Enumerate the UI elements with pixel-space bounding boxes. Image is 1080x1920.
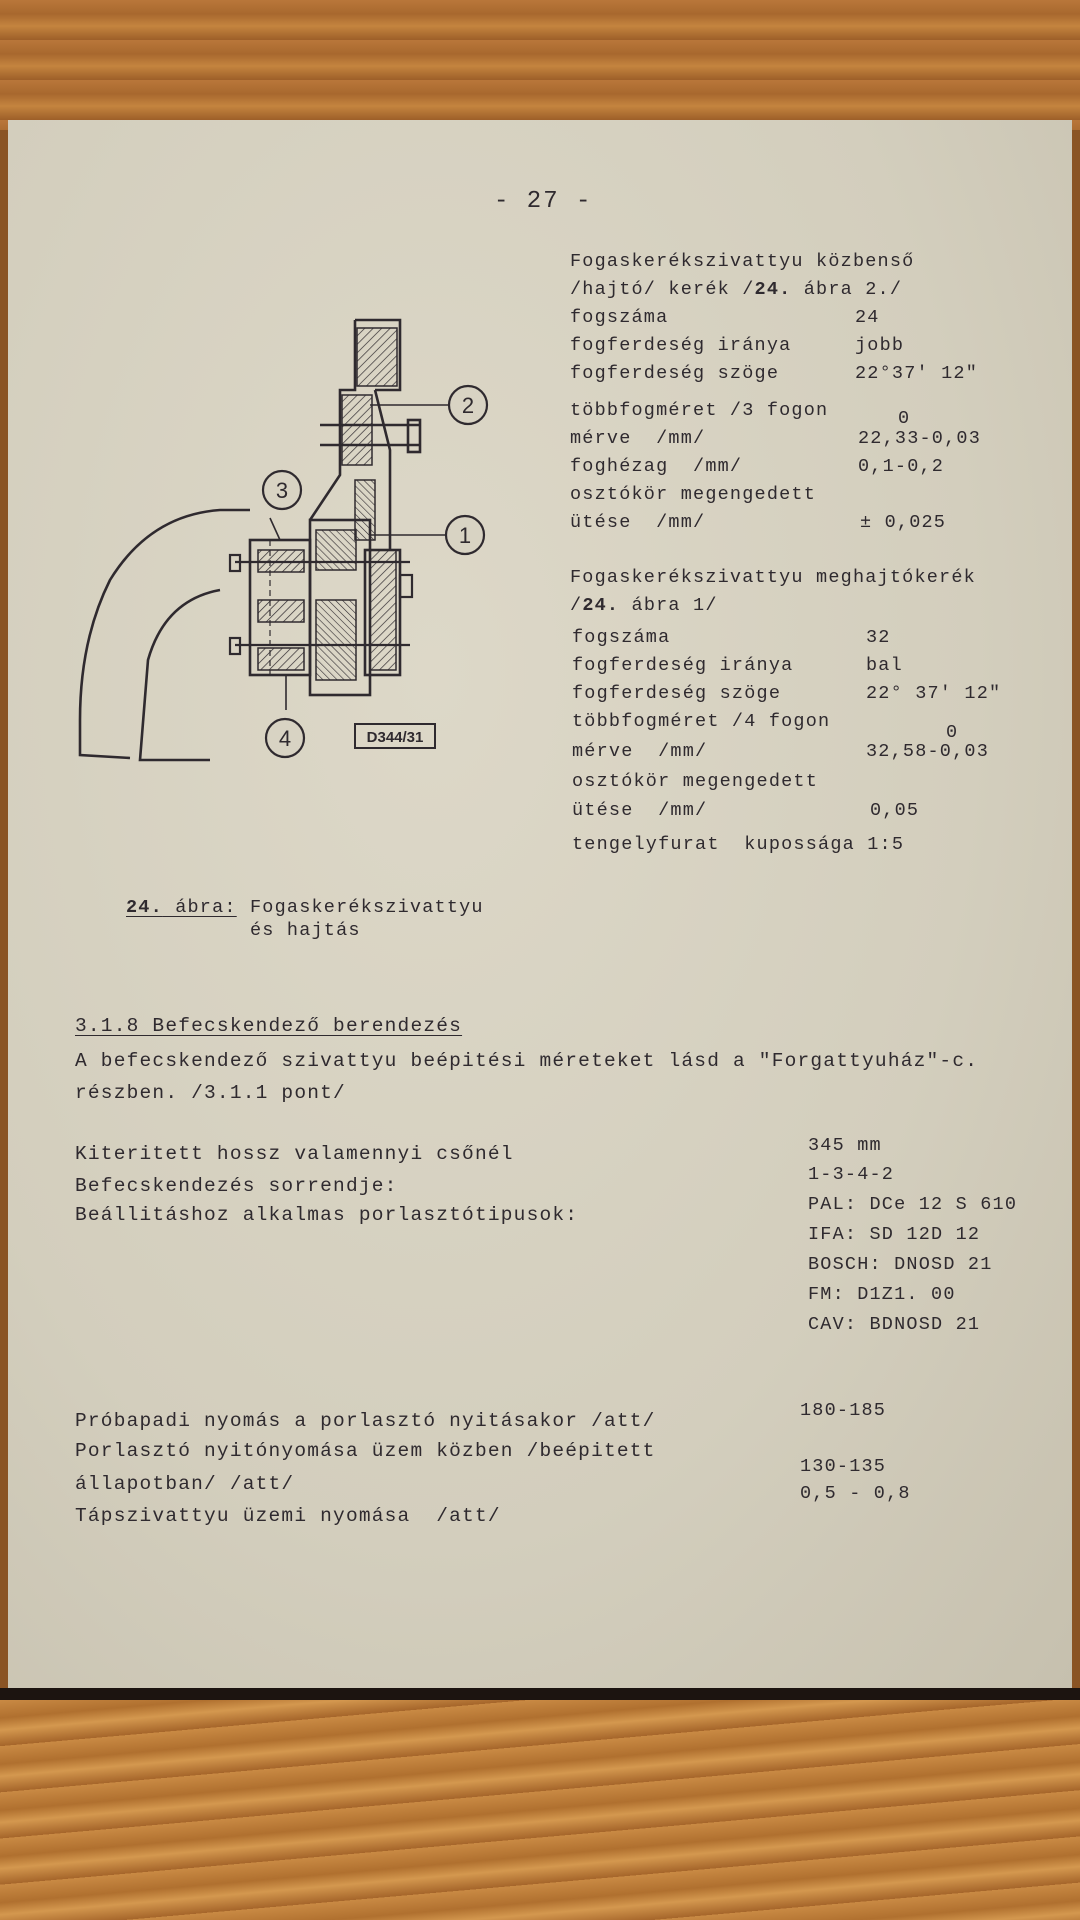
gear2-value-runout: 0,05 (870, 800, 920, 821)
spec-value-injection-order: 1-3-4-2 (808, 1164, 895, 1185)
pressure-label-operating-1: Porlasztó nyitónyomása üzem közben /beépitett (75, 1440, 656, 1462)
callout-1: 1 (458, 523, 472, 548)
gear1-label-helix-direction: fogferdeség iránya (570, 335, 792, 356)
figure-caption-line1: Fogaskerékszivattyu (250, 897, 484, 918)
gear2-label-pitch-circle: osztókör megengedett (572, 771, 819, 792)
gear2-value-span-tolerance: 0 (946, 722, 959, 743)
gear-pump-drawing (70, 300, 490, 780)
nozzle-type-bosch: BOSCH: DNOSD 21 (808, 1254, 993, 1275)
gear1-title-line1: Fogaskerékszivattyu közbenső (570, 251, 915, 272)
gear2-label-helix-direction: fogferdeség iránya (572, 655, 794, 676)
nozzle-type-ifa: IFA: SD 12D 12 (808, 1224, 981, 1245)
drawing-code: D344/31 (366, 729, 424, 746)
pressure-value-operating: 130-135 (800, 1456, 887, 1477)
nozzle-type-cav: CAV: BDNOSD 21 (808, 1314, 981, 1335)
callout-2: 2 (461, 393, 475, 418)
gear1-value-helix-angle: 22°37' 12" (855, 363, 979, 384)
section-intro-line1: A befecskendező szivattyu beépitési méreteket lásd a "Forgattyuház"-c. (75, 1050, 979, 1072)
gear2-label-taper: tengelyfurat kupossága 1:5 (572, 834, 905, 855)
spec-label-injection-order: Befecskendezés sorrendje: (75, 1175, 398, 1197)
spec-value-pipe-length: 345 mm (808, 1135, 882, 1156)
pressure-label-test-bench: Próbapadi nyomás a porlasztó nyitásakor /att/ (75, 1410, 656, 1432)
gear1-value-runout: ± 0,025 (860, 512, 947, 533)
gear2-label-span: többfogméret /4 fogon (572, 711, 831, 732)
callout-3: 3 (275, 478, 289, 503)
gear2-label-span-size: mérve /mm/ (572, 741, 708, 762)
page-number: - 27 - (494, 188, 593, 215)
callout-4: 4 (278, 726, 292, 751)
gear2-value-teeth: 32 (866, 627, 891, 648)
gear2-value-helix-direction: bal (866, 655, 903, 676)
gear1-label-helix-angle: fogferdeség szöge (570, 363, 780, 384)
drawing-code-box (355, 724, 435, 748)
pressure-label-operating-2: állapotban/ /att/ (75, 1473, 295, 1495)
gear2-label-runout: ütése /mm/ (572, 800, 708, 821)
section-heading: 3.1.8 Befecskendező berendezés (75, 1015, 463, 1037)
nozzle-type-fm: FM: D1Z1. 00 (808, 1284, 956, 1305)
gear1-value-span-size: 22,33-0,03 (858, 428, 982, 449)
gear2-title-line1: Fogaskerékszivattyu meghajtókerék (570, 567, 976, 588)
gear1-label-backlash: foghézag /mm/ (570, 456, 743, 477)
gear2-label-teeth: fogszáma (572, 627, 671, 648)
figure-caption-label: 24. ábra: (126, 897, 237, 918)
pressure-value-feed-pump: 0,5 - 0,8 (800, 1483, 911, 1504)
spec-label-nozzle-types: Beállitáshoz alkalmas porlasztótipusok: (75, 1204, 579, 1226)
gear2-title-line2: /24. ábra 1/ (570, 595, 718, 616)
gear1-value-teeth: 24 (855, 307, 880, 328)
gear1-label-runout: ütése /mm/ (570, 512, 706, 533)
wooden-table-top (0, 0, 1080, 130)
section-intro-line2: részben. /3.1.1 pont/ (75, 1082, 346, 1104)
spec-label-pipe-length: Kiteritett hossz valamennyi csőnél (75, 1143, 514, 1165)
gear1-label-pitch-circle: osztókör megengedett (570, 484, 817, 505)
wooden-table-bottom (0, 1700, 1080, 1920)
gear1-value-helix-direction: jobb (855, 335, 905, 356)
gear2-value-helix-angle: 22° 37' 12" (866, 683, 1002, 704)
gear1-value-backlash: 0,1-0,2 (858, 456, 945, 477)
pressure-value-test-bench: 180-185 (800, 1400, 887, 1421)
gear1-label-teeth: fogszáma (570, 307, 669, 328)
spec-value-nozzle-pal: PAL: DCe 12 S 610 (808, 1194, 1018, 1215)
gear1-label-span-size: mérve /mm/ (570, 428, 706, 449)
gear2-label-helix-angle: fogferdeség szöge (572, 683, 782, 704)
gear1-label-span: többfogméret /3 fogon (570, 400, 829, 421)
figure-caption-line2: és hajtás (250, 920, 361, 941)
pressure-label-feed-pump: Tápszivattyu üzemi nyomása /att/ (75, 1505, 501, 1527)
gear1-value-span-tolerance: 0 (898, 408, 911, 429)
gear1-title-line2: /hajtó/ kerék /24. ábra 2./ (570, 279, 903, 300)
gear2-value-span-size: 32,58-0,03 (866, 741, 990, 762)
